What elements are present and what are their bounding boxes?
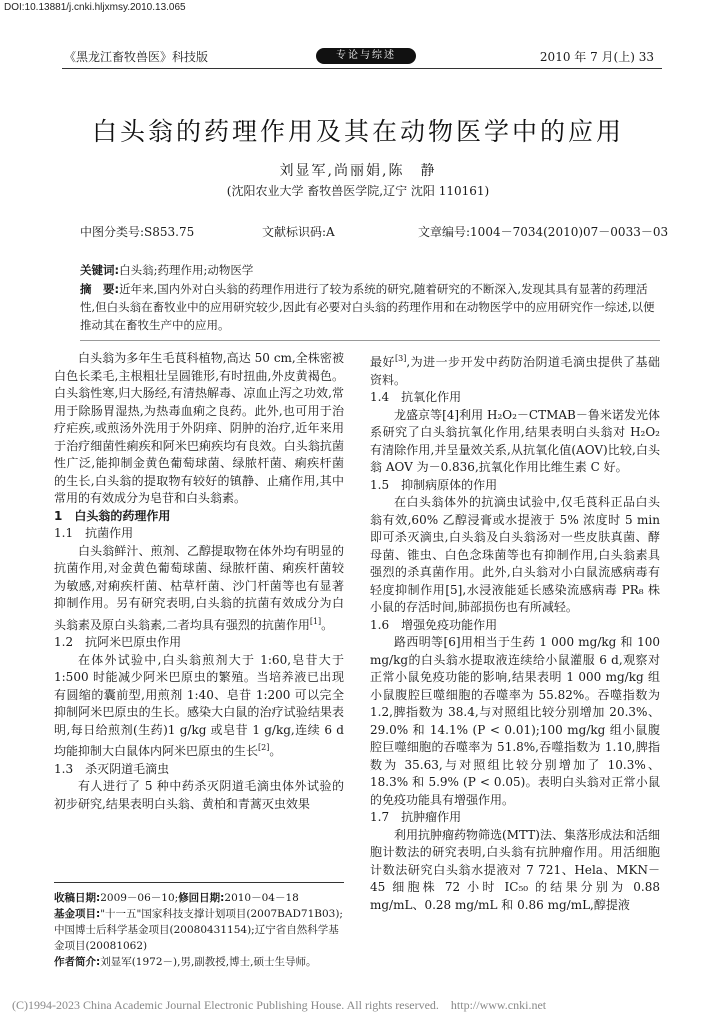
abstract-label: 摘 要: [80,282,120,296]
author-bio: 作者简介:刘显军(1972－),男,副教授,博士,硕士生导师。 [54,956,317,968]
paragraph: 龙盛京等[4]利用 H₂O₂－CTMAB－鲁米诺发光体系研究了白头翁抗氧化作用,结果表明白头翁对 H₂O₂ 有清除作用,并呈量效关系,从抗氧化值(AOV)比较,白头翁 AOV 为－0.836,抗氧化作用比维生素 C 好。 [370,407,660,474]
paragraph-continued: 最好[3],为进一步开发中药防治阴道毛滴虫提供了基础资料。 [370,354,660,387]
paragraph: 路西明等[6]用相当于生药 1 000 mg/kg 和 100 mg/kg的白头翁水提取液连续给小鼠灌服 6 d,观察对正常小鼠免疫功能的影响,结果表明 1 000 mg/kg 组小鼠腹腔巨噬细胞的吞噬率为 55.82%。吞噬指数为 1.2,脾指数为 38.4,与对照组比较分别增加 20.3%、29.0% 和 14.1% (P < 0.01);100 mg/kg 组小鼠腹腔巨噬细胞的吞噬率为 51.8%,吞噬指数为 1.10,脾指数为 35.63,与对照组比较分别增加了 10.3%、18.3% 和 5.9% (P < 0.05)。表明白头翁对正常小鼠的免疫功能具有增强作用。 [370,635,660,807]
intro-paragraph: 白头翁为多年生毛茛科植物,高达 50 cm,全株密被白色长柔毛,主根粗壮呈圆锥形,有时扭曲,外皮黄褐色。白头翁性寒,归大肠经,有清热解毒、凉血止泻之功效,常用于除肠胃湿热,为热毒血痢之良药。此外,也可用于治疗疟疾,或煎汤外洗用于外阴痒、阴肿的治疗,近年来用于治疗细菌性痢疾和阿米巴痢疾均有良效。白头翁抗菌性广泛,能抑制金黄色葡萄球菌、绿脓杆菌、痢疾杆菌的生长,白头翁的提取物有较好的镇静、止痛作用,其中常用的有效成分为皂苷和白头翁素。 [54,351,344,505]
document-code: 文献标识码:A [262,225,335,239]
clc-number: 中图分类号:S853.75 [80,225,195,239]
paragraph: 在白头翁体外的抗滴虫试验中,仅毛莨科正品白头翁有效,60% 乙醇浸膏或水提液于 5% 浓度时 5 min即可杀灭滴虫,白头翁及白头翁汤对一些皮肤真菌、酵母菌、锥虫、白色念珠菌等也有抑制作用,白头翁素具强烈的杀真菌作用。此外,白头翁对小白鼠流感病毒有轻度抑制作用[5],水浸液能延长感染流感病毒 PR₈ 株小鼠的存活时间,肺部损伤也有所减轻。 [370,495,660,614]
paragraph: 有人进行了 5 种中药杀灭阴道毛滴虫体外试验的初步研究,结果表明白头翁、黄柏和青蒿灭虫效果 [54,779,344,811]
subsection-heading: 1.2 抗阿米巴原虫作用 [54,635,182,649]
article-number: 文章编号:1004－7034(2010)07－0033－03 [418,225,669,239]
journal-name: 《黑龙江畜牧兽医》科技版 [64,50,209,64]
authors: 刘显军,尚丽娟,陈 静 [279,163,437,179]
subsection-heading: 1.7 抗肿瘤作用 [370,810,462,824]
abstract [80,280,660,334]
keywords-label: 关键词: [80,263,120,277]
paragraph: 利用抗肿瘤药物筛选(MTT)法、集落形成法和活细胞计数法的研究表明,白头翁有抗肿瘤作用。用活细胞计数法研究白头翁水提液对 7 721、Hela、MKN－45 细胞株 72 小时 IC₅₀ 的结果分别为 0.88 mg/mL、0.28 mg/mL 和 0.86 mg/mL,醇提液 [370,827,660,912]
article-title: 白头翁的药理作用及其在动物医学中的应用 [91,117,624,146]
keywords [80,262,660,278]
abstract-rule [80,340,660,341]
copyright-line: (C)1994-2023 China Academic Journal Electronic Publishing House. All rights reserved. http://www.cnki.net [12,998,547,1012]
section-badge: 专论与综述 [316,48,416,64]
affiliation: (沈阳农业大学 畜牧兽医学院,辽宁 沈阳 110161) [226,184,490,198]
citation[interactable]: [1] [309,616,322,626]
footnote-rule [54,882,344,883]
keywords-text: 白头翁;药理作用;动物医学 [119,263,254,277]
citation[interactable]: [3] [394,354,407,363]
doi-line: DOI:10.13881/j.cnki.hljxmsy.2010.13.065 [4,2,186,13]
subsection-heading: 1.4 抗氧化作用 [370,390,462,404]
fund-info: 基金项目:"十一五"国家科技支撑计划项目(2007BAD71B03);中国博士后科学基金项目(20080431154);辽宁省自然科学基金项目(20081062) [54,908,343,952]
subsection-heading: 1.6 增强免疫功能作用 [370,617,498,632]
section-heading: 1 白头翁的药理作用 [54,508,171,523]
header-rule [62,68,662,69]
subsection-heading: 1.3 杀灭阴道毛滴虫 [54,761,170,776]
paragraph: 在体外试验中,白头翁煎剂大于 1:60,皂苷大于 1:500 时能减少阿米巴原虫的繁殖。当培养液已出现有圆缩的囊前型,用煎剂 1:40、皂苷 1:200 可以完全抑制阿米巴原虫的生长。感染大白鼠的治疗试验结果表明,每日给煎剂(生药)1 g/kg 或皂苷 1 g/kg,连续 6 d 均能抑制大白鼠体内阿米巴原虫的生长[2]。 [54,652,344,758]
abstract-text: 近年来,国内外对白头翁的药理作用进行了较为系统的研究,随着研究的不断深入,发现其具有显著的药理活性,但白头翁在畜牧业中的应用研究较少,因此有必要对白头翁的药理作用和在动物医学中的应用研究作一综述,以便推动其在畜牧生产中的应用。 [80,282,655,332]
paragraph: 白头翁鲜汁、煎剂、乙醇提取物在体外均有明显的抗菌作用,对金黄色葡萄球菌、绿脓杆菌、痢疾杆菌较为敏感,对痢疾杆菌、枯草杆菌、沙门杆菌等也有显著抑制作用。另有研究表明,白头翁的抗菌有效成分为白头翁素及原白头翁素,二者均具有强烈的抗菌作用[1]。 [54,543,344,632]
dates: 收稿日期:2009－06－10;修回日期:2010－04－18 [54,892,299,904]
subsection-heading: 1.1 抗菌作用 [54,526,134,540]
citation[interactable]: [2] [258,743,270,752]
footnote [54,890,344,970]
subsection-heading: 1.5 抑制病原体的作用 [370,477,498,492]
issue-info: 2010 年 7 月(上) 33 [539,50,654,64]
right-column [370,350,660,914]
left-column [54,350,344,813]
